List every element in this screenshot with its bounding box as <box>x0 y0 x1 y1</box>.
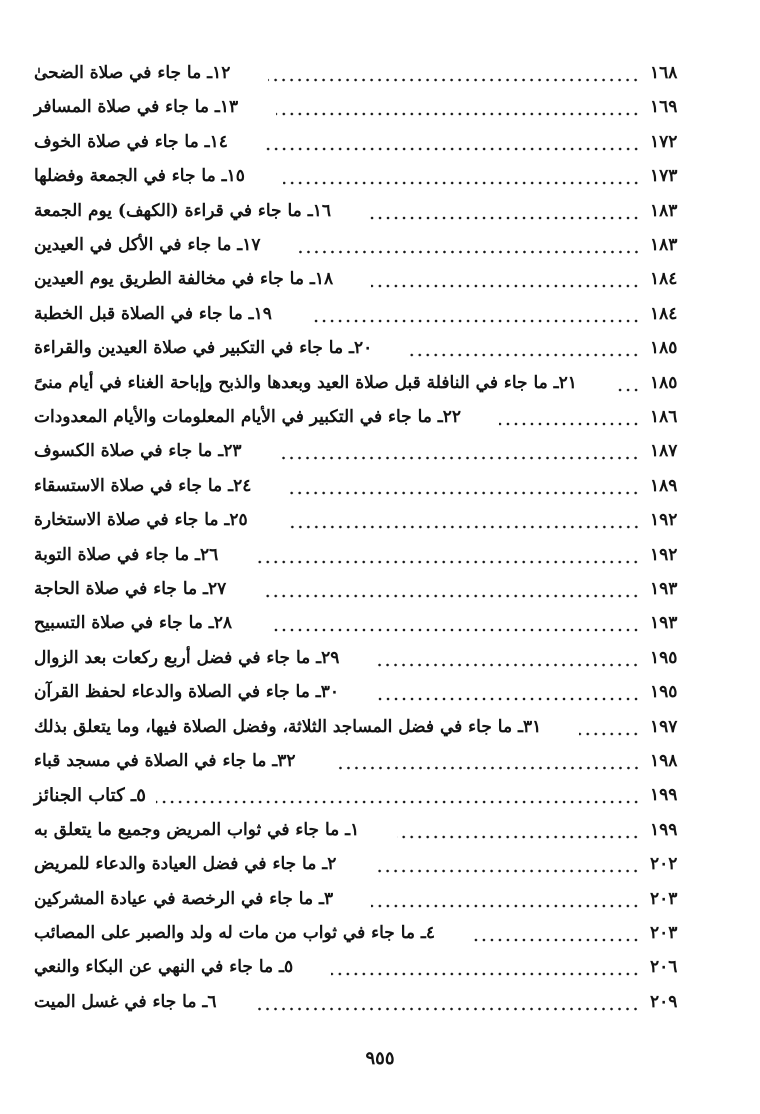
entry-page-number: ١٩٥ <box>650 647 678 668</box>
entry-title: ٢٥ـ ما جاء في صلاة الاستخارة <box>34 510 248 531</box>
entry-title: ١٥ـ ما جاء في الجمعة وفضلها <box>34 166 245 187</box>
entry-page-number: ١٩٩ <box>650 819 678 840</box>
dot-leader <box>254 987 640 1017</box>
entry-page-number: ١٩٩ <box>650 785 678 806</box>
entry-title: ٣ـ ما جاء في الرخصة في عيادة المشركين <box>34 888 334 909</box>
entry-page-number: ١٨٤ <box>650 303 678 324</box>
dot-leader <box>499 402 640 432</box>
toc-entry <box>34 230 700 260</box>
entry-title: ٢٠ـ ما جاء في التكبير في صلاة العيدين والقراءة <box>34 338 373 359</box>
dot-leader <box>299 230 640 260</box>
entry-page-number: ١٩٢ <box>650 510 678 531</box>
dot-leader <box>266 127 640 157</box>
toc-entry <box>34 574 700 604</box>
toc-entry <box>34 884 700 914</box>
entry-page-number: ١٩٣ <box>650 579 678 599</box>
entry-page-number: ١٩٢ <box>650 544 678 565</box>
dot-leader <box>268 58 640 88</box>
entry-title: ٢٢ـ ما جاء في التكبير في الأيام المعلومات والأيام المعدودات <box>34 407 462 427</box>
dot-leader <box>310 299 640 329</box>
toc-entry <box>34 918 700 948</box>
dot-leader <box>397 815 640 845</box>
entry-title: ٢٦ـ ما جاء في صلاة التوبة <box>34 544 219 565</box>
toc-entry <box>34 643 700 673</box>
toc-entry <box>34 196 700 226</box>
entry-page-number: ١٨٩ <box>650 475 678 496</box>
dot-leader <box>156 780 640 810</box>
dot-leader <box>289 471 640 501</box>
toc-entry <box>34 712 700 742</box>
dot-leader <box>615 368 640 398</box>
toc-entry <box>34 746 700 776</box>
dot-leader <box>377 643 640 673</box>
entry-page-number: ٢٠٣ <box>650 888 678 909</box>
dot-leader <box>334 746 640 776</box>
entry-page-number: ١٧٣ <box>650 166 678 187</box>
dot-leader <box>286 505 640 535</box>
dot-leader <box>579 712 640 742</box>
entry-page-number: ١٨٥ <box>650 338 678 359</box>
toc-entry <box>34 815 700 845</box>
toc-entry <box>34 299 700 329</box>
entry-title: ٦ـ ما جاء في غسل الميت <box>34 991 217 1012</box>
entry-page-number: ٢٠٩ <box>650 991 678 1012</box>
entry-page-number: ١٩٣ <box>650 613 678 634</box>
chapter-heading <box>34 780 700 810</box>
entry-page-number: ١٧٢ <box>650 131 678 152</box>
toc-entry <box>34 92 700 122</box>
toc-entry <box>34 540 700 570</box>
dot-leader <box>374 849 640 879</box>
toc-entry <box>34 987 700 1017</box>
entry-page-number: ٢٠٢ <box>650 854 678 875</box>
entry-page-number: ١٩٧ <box>650 716 678 737</box>
dot-leader <box>371 264 640 294</box>
dot-leader <box>256 540 640 570</box>
entry-page-number: ١٩٥ <box>650 682 678 703</box>
entry-title: ٣٠ـ ما جاء في الصلاة والدعاء لحفظ القرآن <box>34 682 339 703</box>
entry-title: ١٣ـ ما جاء في صلاة المسافر <box>34 97 239 118</box>
entry-title: ٣١ـ ما جاء في فضل المساجد الثلاثة، وفضل الصلاة فيها، وما يتعلق بذلك <box>34 716 542 737</box>
entry-page-number: ١٨٦ <box>650 407 678 427</box>
entry-title: ٣٢ـ ما جاء في الصلاة في مسجد قباء <box>34 751 296 771</box>
toc-entry <box>34 849 700 879</box>
toc-entry <box>34 471 700 501</box>
entry-title: ١٨ـ ما جاء في مخالفة الطريق يوم العيدين <box>34 269 334 290</box>
entry-title: ١ـ ما جاء في ثواب المريض وجميع ما يتعلق به <box>34 819 360 840</box>
entry-page-number: ١٨٥ <box>650 372 678 393</box>
dot-leader <box>410 333 640 363</box>
entry-title: ٢ـ ما جاء في فضل العيادة والدعاء للمريض <box>34 854 337 875</box>
entry-title: ٢٧ـ ما جاء في صلاة الحاجة <box>34 579 227 599</box>
entry-page-number: ٢٠٣ <box>650 923 678 943</box>
toc-entry <box>34 264 700 294</box>
toc-entry <box>34 58 700 88</box>
entry-title: ١٦ـ ما جاء في قراءة (الكهف) يوم الجمعة <box>34 200 331 221</box>
entry-page-number: ١٦٨ <box>650 63 678 83</box>
toc-entry <box>34 333 700 363</box>
entry-title: ١٧ـ ما جاء في الأكل في العيدين <box>34 235 261 255</box>
entry-page-number: ١٩٨ <box>650 751 678 771</box>
dot-leader <box>377 677 640 707</box>
entry-title: ١٩ـ ما جاء في الصلاة قبل الخطبة <box>34 303 272 324</box>
dot-leader <box>371 884 640 914</box>
entry-title: ٢٣ـ ما جاء في صلاة الكسوف <box>34 441 242 462</box>
toc-entry <box>34 127 700 157</box>
dot-leader <box>283 161 640 191</box>
entry-title: ١٤ـ ما جاء في صلاة الخوف <box>34 131 228 152</box>
dot-leader <box>264 574 640 604</box>
entry-page-number: ١٨٣ <box>650 200 678 221</box>
dot-leader <box>369 196 640 226</box>
toc-entry <box>34 677 700 707</box>
entry-page-number: ٢٠٦ <box>650 957 678 978</box>
toc-entry <box>34 608 700 638</box>
entry-title: ٢٨ـ ما جاء في صلاة التسبيح <box>34 613 233 634</box>
entry-page-number: ١٨٤ <box>650 269 678 290</box>
entry-title: ١٢ـ ما جاء في صلاة الضحىٰ <box>34 63 231 83</box>
dot-leader <box>473 918 640 948</box>
dot-leader <box>276 92 640 122</box>
entry-title: ٢٩ـ ما جاء في فضل أربع ركعات بعد الزوال <box>34 647 340 668</box>
entry-page-number: ١٨٧ <box>650 441 678 462</box>
page-number: ٩٥٥ <box>365 1048 395 1069</box>
entry-page-number: ١٦٩ <box>650 97 678 118</box>
dot-leader <box>270 608 640 638</box>
toc-entry <box>34 368 700 398</box>
toc-entry <box>34 436 700 466</box>
entry-title: ٤ـ ما جاء في ثواب من مات له ولد والصبر على المصائب <box>34 923 436 943</box>
toc-entry <box>34 952 700 982</box>
toc-entry <box>34 402 700 432</box>
entry-title: ٥ـ كتاب الجنائز <box>34 784 146 806</box>
entry-title: ٢٤ـ ما جاء في صلاة الاستسقاء <box>34 475 252 496</box>
entry-title: ٢١ـ ما جاء في النافلة قبل صلاة العيد وبعدها والذبح وإباحة الغناء في أيام منىً <box>34 372 577 393</box>
dot-leader <box>279 436 640 466</box>
entry-title: ٥ـ ما جاء في النهي عن البكاء والنعي <box>34 957 294 978</box>
toc-entry <box>34 161 700 191</box>
toc-entry <box>34 505 700 535</box>
dot-leader <box>331 952 640 982</box>
entry-page-number: ١٨٣ <box>650 235 678 255</box>
